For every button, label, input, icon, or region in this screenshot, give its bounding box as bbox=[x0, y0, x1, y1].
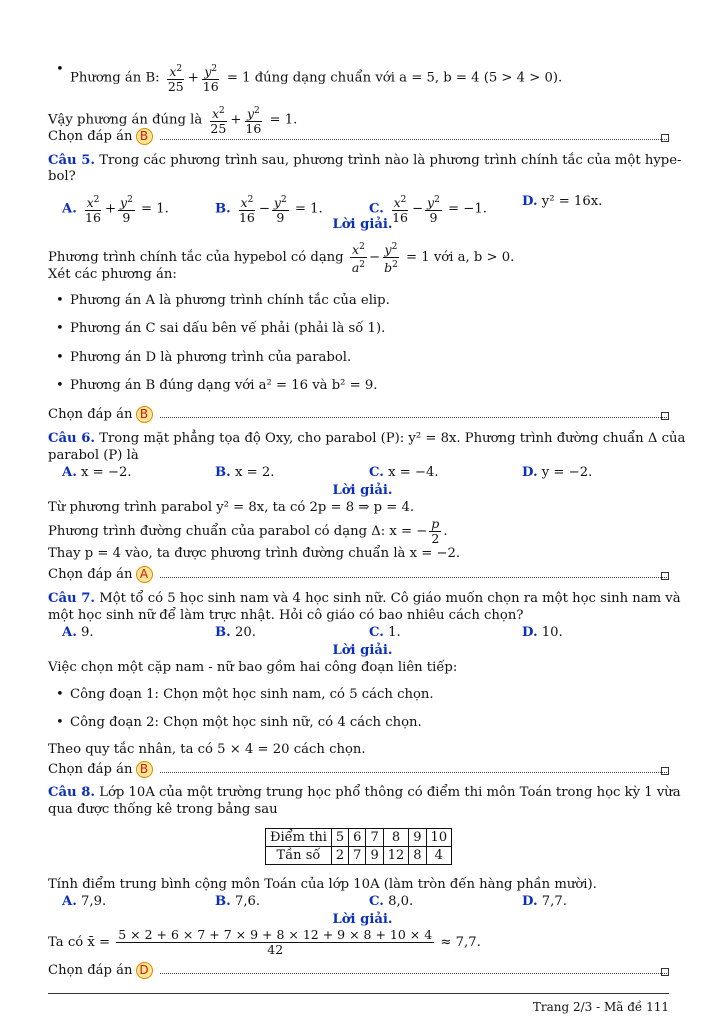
bullet-item: • Công đoạn 2: Chọn một học sinh nữ, có 4 cách chọn. bbox=[70, 715, 422, 731]
option-letter: A. bbox=[62, 894, 77, 909]
checkbox-icon bbox=[661, 412, 669, 420]
fraction: $\frac{x^2}{25}$ bbox=[210, 106, 227, 137]
numerator: 5 × 2 + 6 × 7 + 7 × 9 + 8 × 12 + 9 × 8 + 10 × 4 bbox=[118, 927, 433, 942]
text: x = −4. bbox=[388, 465, 439, 480]
checkbox-icon bbox=[661, 767, 669, 775]
bullet-item: • Phương án D là phương trình của parabol. bbox=[70, 350, 351, 366]
text: y² = 16x. bbox=[541, 194, 603, 209]
answer-line bbox=[48, 962, 153, 979]
denominator: 42 bbox=[267, 942, 284, 957]
option-letter: B. bbox=[215, 625, 231, 640]
text: 7,6. bbox=[234, 894, 261, 909]
table-cell: 6 bbox=[349, 829, 366, 847]
answer-badge: B bbox=[136, 406, 153, 423]
question-label: Câu 7. bbox=[48, 591, 95, 606]
option-letter: A. bbox=[62, 201, 77, 217]
dot-leader bbox=[160, 407, 667, 418]
text: 20. bbox=[234, 625, 256, 640]
option-b: B. $\frac{x^2}{16}$ − $\frac{y^2}{9}$ = 1. bbox=[215, 195, 323, 226]
text: Phương trình chính tắc của hypebol có dạng bbox=[48, 250, 344, 266]
question-5 bbox=[48, 153, 681, 169]
answer-line bbox=[48, 566, 153, 583]
text: = 1. bbox=[141, 201, 169, 217]
text: = −1. bbox=[448, 201, 487, 217]
table-cell: 9 bbox=[366, 847, 383, 865]
page-footer: Trang 2/3 - Mã đề 111 bbox=[532, 1000, 669, 1014]
table-cell: Điểm thi bbox=[266, 829, 332, 847]
conclusion-line: Vậy phương án đúng là $\frac{x^2}{25}$ + $\frac{y^2}{16}$ = 1. bbox=[48, 106, 298, 137]
answer-label: Chọn đáp án bbox=[48, 407, 133, 422]
table-cell: Tần số bbox=[266, 847, 332, 865]
dot-leader bbox=[160, 129, 667, 140]
question-text: Một tổ có 5 học sinh nam và 4 học sinh nữ. Cô giáo muốn chọn ra một học sinh nam và bbox=[99, 591, 681, 606]
option-letter: D. bbox=[522, 894, 538, 909]
question-6-cont: parabol (P) là bbox=[48, 448, 139, 463]
option-d bbox=[522, 894, 567, 910]
text: Phương án B: bbox=[70, 70, 160, 86]
text: ≈ 7,7. bbox=[440, 935, 481, 950]
footer-divider bbox=[48, 993, 669, 994]
text: Phương trình đường chuẩn của parabol có dạng Δ: x = − bbox=[48, 524, 428, 539]
text: = 1 với a, b > 0. bbox=[406, 250, 515, 266]
bullet-item: • Phương án A là phương trình chính tắc của elip. bbox=[70, 293, 390, 309]
answer-label: Chọn đáp án bbox=[48, 963, 133, 978]
table-cell: 8 bbox=[383, 829, 409, 847]
solution-line: Theo quy tắc nhân, ta có 5 × 4 = 20 cách chọn. bbox=[48, 742, 366, 757]
question-6 bbox=[48, 431, 685, 447]
option-b bbox=[215, 625, 256, 641]
fraction: $\frac{x^2}{16}$ bbox=[392, 195, 408, 226]
text: x = −2. bbox=[81, 465, 132, 480]
table-cell: 7 bbox=[349, 847, 366, 865]
option-d bbox=[522, 625, 563, 641]
option-letter: D. bbox=[522, 625, 538, 640]
solution-heading: Lời giải. bbox=[332, 912, 393, 927]
fraction: $\frac{x^2}{16}$ bbox=[238, 195, 255, 226]
question-8-cont: qua được thống kê trong bảng sau bbox=[48, 802, 278, 817]
option-a bbox=[62, 465, 132, 481]
fraction: $\frac{y^2}{9}$ bbox=[120, 195, 133, 226]
option-b bbox=[215, 894, 260, 910]
text: Vậy phương án đúng là bbox=[48, 112, 203, 128]
table-cell: 10 bbox=[426, 829, 452, 847]
text: = 1 đúng dạng chuẩn với bbox=[226, 70, 395, 86]
table-row bbox=[266, 847, 452, 865]
option-letter: A. bbox=[62, 465, 77, 480]
fraction: $\frac{x^2}{25}$ bbox=[167, 64, 184, 95]
option-letter: C. bbox=[369, 894, 384, 909]
text: a = 5, b = 4 (5 > 4 > 0). bbox=[399, 70, 563, 86]
denominator: 2 bbox=[431, 531, 440, 546]
option-d bbox=[522, 194, 602, 210]
fraction: $\frac{y^2}{9}$ bbox=[427, 195, 440, 226]
text: 10. bbox=[541, 625, 563, 640]
option-a: A. $\frac{x^2}{16}$ + $\frac{y^2}{9}$ = 1. bbox=[62, 195, 169, 226]
option-c bbox=[369, 465, 439, 481]
bullet-item: • Phương án B đúng dạng với a² = 16 và b² = 9. bbox=[70, 378, 377, 394]
text: 8,0. bbox=[388, 894, 414, 909]
fraction: $\frac{y^2}{16}$ bbox=[202, 64, 219, 95]
answer-line bbox=[48, 406, 153, 423]
table-cell: 2 bbox=[331, 847, 348, 865]
question-label: Câu 6. bbox=[48, 431, 95, 446]
table-row bbox=[266, 829, 452, 847]
question-8 bbox=[48, 785, 681, 801]
question-5-cont: bol? bbox=[48, 169, 76, 184]
fraction: $\frac{x^2}{a^2}$ bbox=[351, 242, 366, 276]
option-letter: D. bbox=[522, 465, 538, 480]
text: = 1. bbox=[294, 201, 323, 217]
answer-badge: B bbox=[136, 761, 153, 778]
option-b bbox=[215, 465, 274, 481]
fraction: $\frac{x^2}{16}$ bbox=[85, 195, 101, 226]
text: 1. bbox=[388, 625, 401, 640]
numerator: p bbox=[431, 516, 440, 531]
answer-badge: A bbox=[136, 566, 153, 583]
text: y = −2. bbox=[541, 465, 593, 480]
option-letter: C. bbox=[369, 625, 384, 640]
text: 7,9. bbox=[81, 894, 107, 909]
answer-label: Chọn đáp án bbox=[48, 762, 133, 777]
question-label: Câu 8. bbox=[48, 785, 95, 800]
question-7 bbox=[48, 591, 681, 607]
question-label: Câu 5. bbox=[48, 153, 95, 168]
text: x = 2. bbox=[234, 465, 275, 480]
table-cell: 8 bbox=[409, 847, 426, 865]
option-c bbox=[369, 894, 413, 910]
fraction: $\frac{y^2}{b^2}$ bbox=[384, 242, 398, 276]
text: = 1. bbox=[269, 112, 298, 128]
bullet-option-b: • Phương án B: $\frac{x^2}{25}$ + $\frac{y^2}{16}$ = 1 đúng dạng chuẩn với a = 5, b = 4 (5 > 4 > 0). bbox=[70, 62, 562, 94]
question-text: Lớp 10A của một trường trung học phổ thông có điểm thi môn Toán trong học kỳ 1 vừa bbox=[99, 785, 681, 800]
option-letter: B. bbox=[215, 894, 231, 909]
option-letter: C. bbox=[369, 465, 384, 480]
solution-line: Xét các phương án: bbox=[48, 267, 177, 282]
fraction bbox=[429, 517, 441, 546]
checkbox-icon bbox=[661, 134, 669, 142]
question-text: Trong mặt phẳng tọa độ Oxy, cho parabol (P): y² = 8x. Phương trình đường chuẩn Δ của bbox=[99, 431, 686, 446]
table-cell: 5 bbox=[331, 829, 348, 847]
table-cell: 12 bbox=[383, 847, 409, 865]
table-cell: 7 bbox=[366, 829, 383, 847]
score-table bbox=[265, 828, 452, 865]
option-c bbox=[369, 625, 401, 641]
fraction: $\frac{y^2}{16}$ bbox=[245, 106, 262, 137]
answer-badge: B bbox=[136, 128, 153, 145]
solution-formula bbox=[48, 928, 481, 957]
answer-label: Chọn đáp án bbox=[48, 129, 133, 144]
answer-line bbox=[48, 761, 153, 778]
solution-line: Phương trình chính tắc của hypebol có dạng $\frac{x^2}{a^2}$ − $\frac{y^2}{b^2}$ = 1 với a, b > 0. bbox=[48, 242, 515, 276]
text: Ta có x̄ = bbox=[48, 935, 111, 950]
checkbox-icon bbox=[661, 968, 669, 976]
text: 7,7. bbox=[541, 894, 567, 909]
table-cell: 9 bbox=[409, 829, 426, 847]
solution-line: Thay p = 4 vào, ta được phương trình đường chuẩn là x = −2. bbox=[48, 546, 461, 561]
option-d bbox=[522, 465, 592, 481]
answer-badge: D bbox=[136, 962, 153, 979]
option-letter: A. bbox=[62, 625, 77, 640]
solution-line: Phương trình đường chuẩn của parabol có dạng Δ: x = − $\frac{p}{2}$ . bbox=[48, 516, 448, 546]
option-letter: B. bbox=[215, 201, 231, 217]
bullet-item: • Công đoạn 1: Chọn một học sinh nam, có 5 cách chọn. bbox=[70, 687, 434, 703]
solution-line: Từ phương trình parabol y² = 8x, ta có 2p = 8 ⇒ p = 4. bbox=[48, 500, 415, 515]
option-c: C. $\frac{x^2}{16}$ − $\frac{y^2}{9}$ = −1. bbox=[369, 195, 487, 226]
solution-heading: Lời giải. bbox=[332, 217, 393, 232]
bullet-item: • Phương án C sai dấu bên vế phải (phải là số 1). bbox=[70, 321, 385, 337]
question-8-task: Tính điểm trung bình cộng môn Toán của lớp 10A (làm tròn đến hàng phần mười). bbox=[48, 877, 597, 892]
option-letter: C. bbox=[369, 201, 384, 217]
text: 9. bbox=[81, 625, 94, 640]
option-a bbox=[62, 625, 94, 641]
solution-heading: Lời giải. bbox=[332, 483, 393, 498]
question-7-cont: một học sinh nữ để làm trực nhật. Hỏi cô giáo có bao nhiêu cách chọn? bbox=[48, 608, 524, 623]
dot-leader bbox=[160, 762, 667, 773]
answer-label: Chọn đáp án bbox=[48, 567, 133, 582]
option-letter: D. bbox=[522, 194, 538, 209]
dot-leader bbox=[160, 963, 667, 974]
checkbox-icon bbox=[661, 572, 669, 580]
solution-line: Việc chọn một cặp nam - nữ bao gồm hai công đoạn liên tiếp: bbox=[48, 660, 458, 675]
option-letter: B. bbox=[215, 465, 231, 480]
answer-line bbox=[48, 128, 153, 145]
option-a bbox=[62, 894, 106, 910]
table-cell: 4 bbox=[426, 847, 452, 865]
fraction bbox=[116, 928, 434, 957]
solution-heading: Lời giải. bbox=[332, 643, 393, 658]
fraction: $\frac{y^2}{9}$ bbox=[273, 195, 287, 226]
question-text: Trong các phương trình sau, phương trình nào là phương trình chính tắc của một hype- bbox=[99, 153, 682, 168]
dot-leader bbox=[160, 567, 667, 578]
